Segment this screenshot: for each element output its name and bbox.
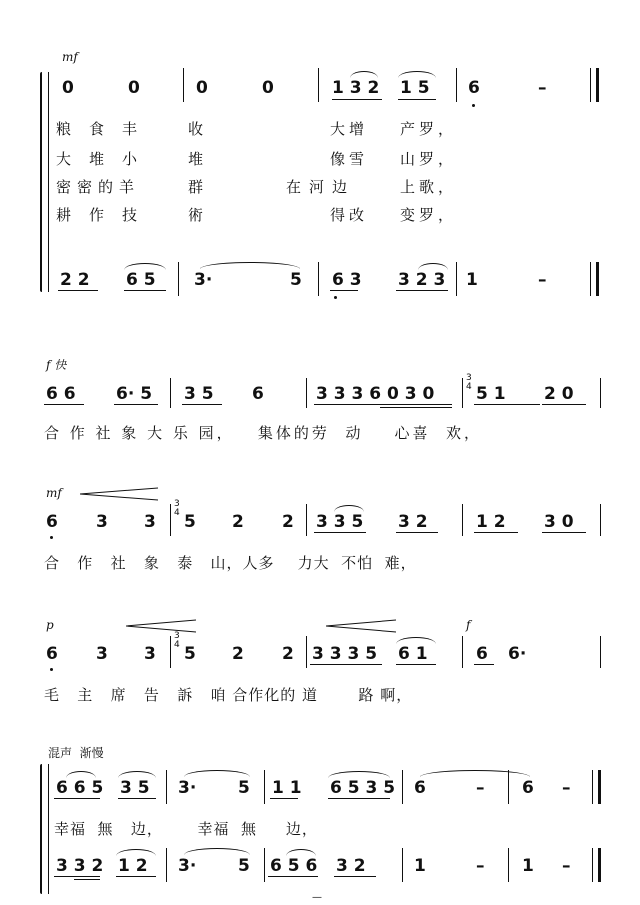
underline	[124, 290, 166, 291]
underline	[114, 404, 158, 405]
system-4	[0, 610, 640, 720]
note: 3 3 3 5	[312, 644, 378, 664]
tie	[200, 262, 300, 269]
lyric-line: 合 作 社 象 泰 山，人多 力大 不怕 难，	[44, 554, 417, 572]
note: 2	[282, 512, 294, 532]
underline	[332, 99, 382, 100]
underline	[58, 290, 98, 291]
note: 2	[232, 644, 244, 664]
note: 6	[46, 512, 58, 532]
underline	[310, 664, 382, 665]
barline	[170, 378, 171, 408]
underline	[334, 876, 376, 877]
barline	[590, 262, 591, 296]
note: 1	[466, 270, 478, 290]
underline	[314, 532, 366, 533]
underline	[182, 404, 222, 405]
underline	[330, 290, 358, 291]
lyric: 耕作技	[56, 206, 156, 224]
underline	[116, 876, 156, 877]
lyric-line: 合 作 社 象 大 乐 园， 集体的劳 动 心喜 欢，	[44, 424, 483, 442]
system-brace	[40, 72, 42, 292]
slur	[328, 771, 390, 778]
underline	[314, 404, 452, 405]
note: 0	[196, 78, 208, 98]
note: 3	[144, 512, 156, 532]
barline	[318, 262, 319, 296]
slur	[396, 637, 436, 644]
underline	[396, 290, 448, 291]
barline	[508, 770, 509, 804]
system-5	[0, 740, 640, 900]
slur	[286, 849, 316, 856]
note: 6· 5	[116, 384, 153, 404]
time-signature: 3 4	[174, 631, 180, 650]
barline	[306, 504, 307, 536]
note: 6 6 5	[56, 778, 104, 798]
note: 6 5	[126, 270, 156, 290]
low-octave-dot	[50, 668, 53, 671]
note: 6	[252, 384, 264, 404]
barline	[166, 848, 167, 882]
note: 3	[144, 644, 156, 664]
note: 2 0	[544, 384, 574, 404]
lyric: 收	[188, 120, 204, 138]
note: 2	[232, 512, 244, 532]
note: 1	[414, 856, 426, 876]
lyric: 山罗，	[400, 150, 458, 168]
barline	[462, 636, 463, 668]
barline	[306, 378, 307, 408]
note: 3 3 5	[316, 512, 364, 532]
barline	[166, 770, 167, 804]
barline	[318, 68, 319, 102]
note: 6	[468, 78, 480, 98]
lyric: 变罗，	[400, 206, 458, 224]
lyric: 得改	[330, 206, 369, 224]
note: 6	[522, 778, 534, 798]
low-octave-dot	[472, 104, 475, 107]
note: 2	[282, 644, 294, 664]
note: 5 1	[476, 384, 506, 404]
note: 3·	[194, 270, 213, 290]
lyric: 大堆小	[56, 150, 156, 168]
underline	[542, 532, 586, 533]
slur	[124, 263, 166, 270]
note: 6·	[508, 644, 527, 664]
note: 3 0	[544, 512, 574, 532]
note: 6 6	[46, 384, 76, 404]
lyric-line: 幸福 無 边， 幸福 無 边，	[54, 820, 318, 838]
dash: –	[538, 78, 547, 98]
barline	[306, 636, 307, 668]
barline	[170, 636, 171, 668]
note: 3 3 3 6 0 3 0	[316, 384, 435, 404]
underline	[54, 798, 100, 799]
lyric: 術	[188, 206, 204, 224]
underline	[542, 404, 586, 405]
dynamic-f: f	[466, 618, 471, 632]
barline	[462, 504, 463, 536]
crescendo-hairpin	[326, 618, 398, 634]
dash: –	[538, 270, 547, 290]
note: 6	[46, 644, 58, 664]
dynamic-mf: mf	[46, 486, 62, 500]
underline	[474, 664, 494, 665]
underline	[74, 879, 100, 880]
low-octave-dot	[334, 296, 337, 299]
barline	[600, 504, 601, 536]
system-2	[0, 340, 640, 450]
underline	[396, 532, 438, 533]
slur	[66, 771, 96, 778]
note: 3	[96, 512, 108, 532]
note: 2 2	[60, 270, 90, 290]
underline	[474, 532, 518, 533]
barline	[508, 848, 509, 882]
time-signature: 3 4	[466, 373, 472, 392]
barline	[264, 848, 265, 882]
end-barline	[596, 68, 599, 102]
note: 3 2 3	[398, 270, 446, 290]
end-barline	[598, 770, 601, 804]
note: 1 2	[476, 512, 506, 532]
barline	[462, 378, 463, 408]
note: 3 3 2	[56, 856, 104, 876]
note: 1 2	[118, 856, 148, 876]
slur	[398, 71, 436, 78]
lyric: 群	[188, 178, 204, 196]
note: 1 5	[400, 78, 430, 98]
end-barline	[598, 848, 601, 882]
barline	[170, 504, 171, 536]
tie	[184, 770, 250, 777]
underline	[268, 876, 318, 877]
note: 1 3 2	[332, 78, 380, 98]
underline	[44, 404, 84, 405]
slur	[350, 71, 378, 78]
barline	[600, 636, 601, 668]
dash: –	[562, 856, 571, 876]
dash: –	[476, 856, 485, 876]
note: 6 5 6	[270, 856, 318, 876]
note: 0	[262, 78, 274, 98]
lyric: 像雪	[330, 150, 369, 168]
note: 1 1	[272, 778, 302, 798]
lyric: 密密的羊	[56, 178, 141, 196]
underline	[396, 664, 436, 665]
lyric: 大增	[330, 120, 369, 138]
dash: –	[476, 778, 485, 798]
tie	[420, 770, 530, 777]
dynamic-p: p	[46, 618, 54, 632]
lyric: 产罗，	[400, 120, 458, 138]
note: 3 2	[398, 512, 428, 532]
barline	[178, 262, 179, 296]
underline	[380, 407, 452, 408]
crescendo-hairpin	[126, 618, 198, 634]
note: 3·	[178, 856, 197, 876]
end-barline	[596, 262, 599, 296]
system-brace	[40, 764, 42, 894]
tempo-label: 混声 渐慢	[48, 746, 104, 760]
system-1	[0, 0, 640, 300]
barline	[456, 68, 457, 102]
page-number: —	[312, 892, 322, 903]
barline	[600, 378, 601, 408]
underline	[54, 876, 100, 877]
note: 0	[128, 78, 140, 98]
note: 6	[414, 778, 426, 798]
note: 6	[476, 644, 488, 664]
note: 3·	[178, 778, 197, 798]
note: 5	[238, 856, 250, 876]
dynamic-mf: mf	[62, 50, 78, 64]
note: 5	[184, 512, 196, 532]
lyric: 粮食丰	[56, 120, 156, 138]
note: 3 2	[336, 856, 366, 876]
underline	[398, 99, 436, 100]
barline	[402, 848, 403, 882]
barline	[402, 770, 403, 804]
barline	[264, 770, 265, 804]
lyric: 在河边	[286, 178, 356, 196]
slur	[116, 849, 156, 856]
barline	[456, 262, 457, 296]
system-3	[0, 480, 640, 590]
underline	[270, 798, 298, 799]
slur	[334, 505, 364, 512]
note: 5	[238, 778, 250, 798]
note: 6 1	[398, 644, 428, 664]
slur	[418, 263, 448, 270]
note: 5	[290, 270, 302, 290]
system-left-bar	[48, 72, 49, 292]
time-signature: 3 4	[174, 499, 180, 518]
note: 0	[62, 78, 74, 98]
note: 6 5 3 5	[330, 778, 396, 798]
note: 5	[184, 644, 196, 664]
note: 1	[522, 856, 534, 876]
barline	[592, 848, 593, 882]
lyric: 上歌，	[400, 178, 458, 196]
tie	[184, 848, 250, 855]
dynamic-f: f 快	[46, 358, 67, 372]
underline	[474, 404, 540, 405]
lyric: 堆	[188, 150, 204, 168]
underline	[328, 798, 390, 799]
low-octave-dot	[50, 536, 53, 539]
barline	[183, 68, 184, 102]
lyric-line: 毛 主 席 告 訴 咱 合作化的 道 路 啊，	[44, 686, 413, 704]
note: 3	[96, 644, 108, 664]
note: 3 5	[184, 384, 214, 404]
note: 6 3	[332, 270, 362, 290]
note: 3 5	[120, 778, 150, 798]
dash: –	[562, 778, 571, 798]
slur	[118, 771, 156, 778]
barline	[590, 68, 591, 102]
underline	[118, 798, 156, 799]
crescendo-hairpin	[80, 486, 160, 502]
system-left-bar	[48, 764, 49, 894]
barline	[592, 770, 593, 804]
